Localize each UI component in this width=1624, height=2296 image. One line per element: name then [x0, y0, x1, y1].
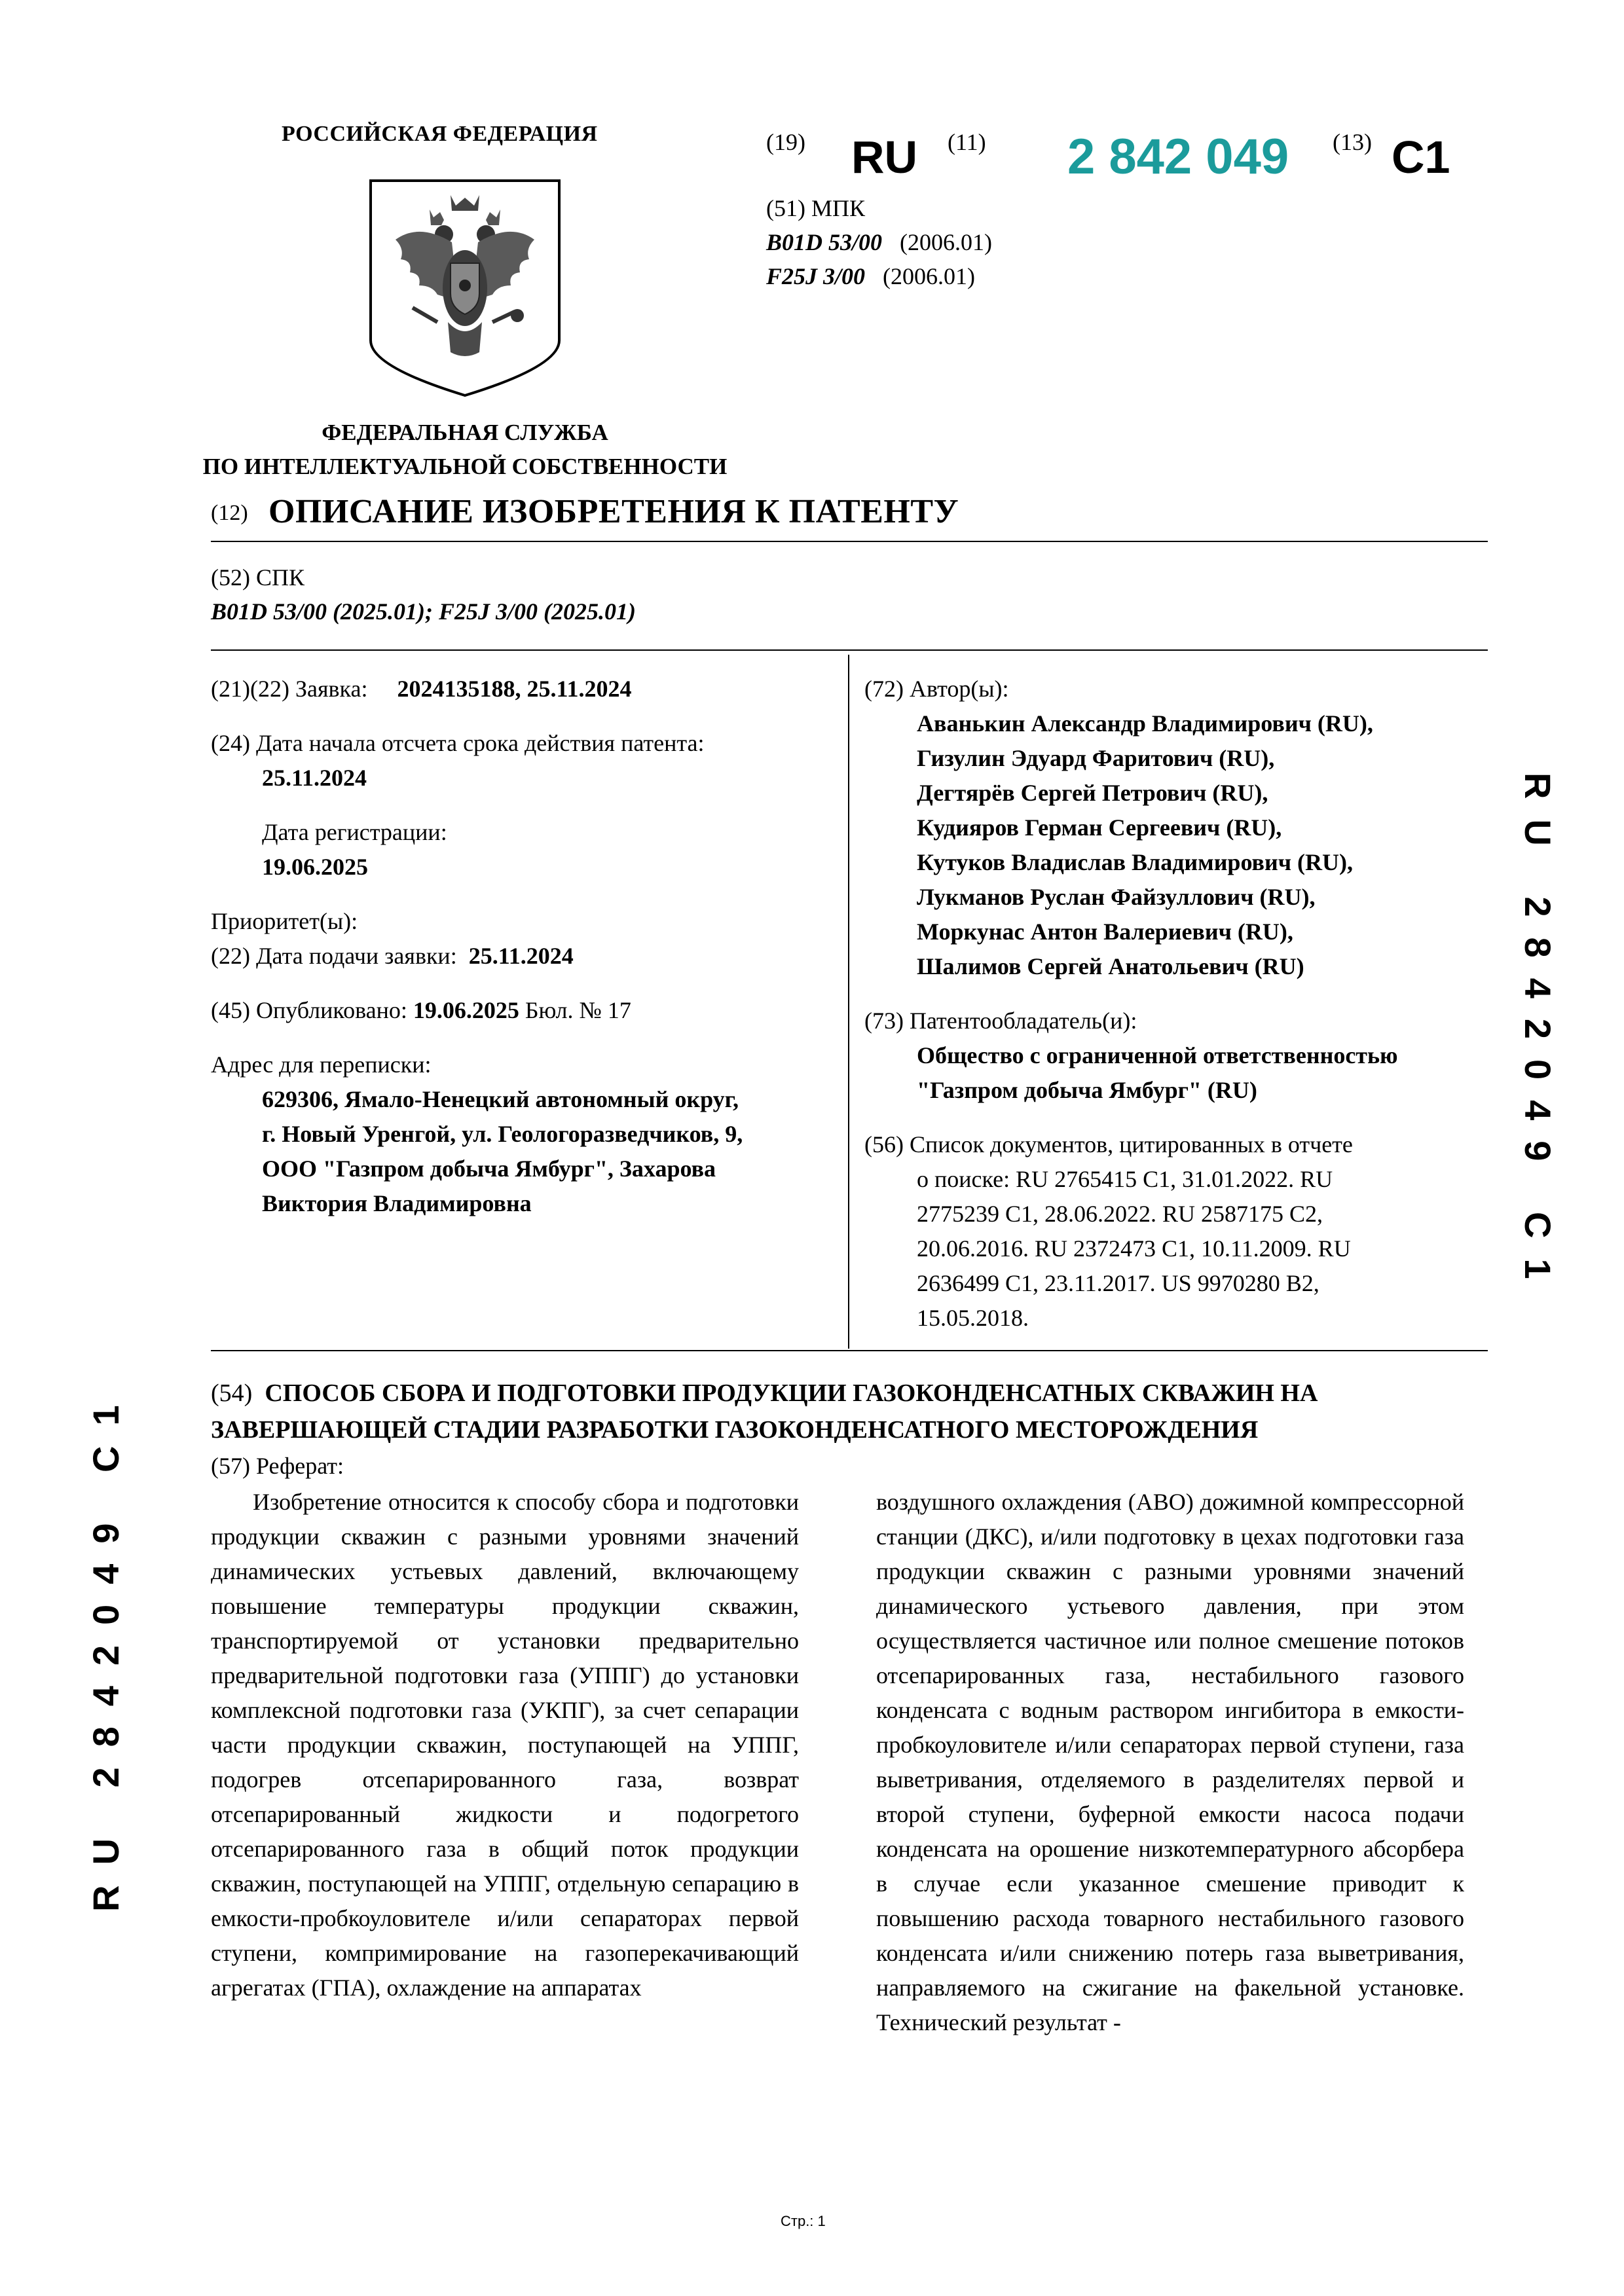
author-name: Дегтярёв Сергей Петрович (RU), [917, 780, 1268, 806]
published-row [211, 993, 840, 1028]
divider [211, 541, 1488, 542]
mpk-block [766, 191, 992, 293]
registration-value: 19.06.2025 [262, 854, 368, 880]
abstract-column-2 [876, 1485, 1464, 2040]
filing-value: 25.11.2024 [468, 943, 574, 969]
registration-label: Дата регистрации: [262, 819, 447, 845]
mpk-label: (51) МПК [766, 195, 865, 221]
author-name: Кудияров Герман Сергеевич (RU), [917, 814, 1282, 841]
mpk-year: (2006.01) [900, 229, 992, 255]
cited-docs-line: 15.05.2018. [917, 1305, 1029, 1331]
agency-line-1: ФЕДЕРАЛЬНАЯ СЛУЖБА [322, 420, 608, 445]
agency-line-2: ПО ИНТЕЛЛЕКТУАЛЬНОЙ СОБСТВЕННОСТИ [202, 454, 728, 479]
author-name: Лукманов Руслан Файзуллович (RU), [917, 884, 1316, 910]
document-title: ОПИСАНИЕ ИЗОБРЕТЕНИЯ К ПАТЕНТУ [268, 493, 959, 530]
published-value: 19.06.2025 [413, 997, 519, 1023]
term-value: 25.11.2024 [262, 765, 367, 791]
divider [211, 649, 1488, 651]
address-line: Виктория Владимировна [262, 1190, 532, 1216]
authors-label: (72) Автор(ы): [864, 676, 1009, 702]
spk-block [211, 560, 636, 629]
bulletin-number: Бюл. № 17 [525, 997, 631, 1023]
invention-title-block [211, 1375, 1488, 1448]
coat-of-arms-emblem [367, 177, 563, 399]
application-label: (21)(22) Заявка: [211, 676, 368, 702]
address-label: Адрес для переписки: [211, 1051, 432, 1078]
author-name: Кутуков Владислав Владимирович (RU), [917, 849, 1354, 875]
author-name: Моркунас Антон Валериевич (RU), [917, 919, 1293, 945]
abstract-text: Изобретение относится к способу сбора и подготовки продукции скважин с разными уровнями значений динамических устьевых давлений, включающему повышение температуры продукции скважин, транспортируемой от установки предварительно предварительной подготовки газа (УППГ) до установки комплексной подготовки газа (УКПГ), за счет сепарации части продукции скважин, поступающей на УППГ, подогрев отсепарированного газа, возврат отсепарированный жидкости и подогретого отсепарированного газа в общий поток продукции скважин, поступающей на УППГ, отдельную сепарацию в емкости-пробкоуловителе и/или сепараторах первой ступени, компримирование на газоперекачивающий агрегатах (ГПА), охлаждение на аппаратах [211, 1489, 799, 2001]
cited-docs-line: 2636499 C1, 23.11.2017. US 9970280 B2, [917, 1270, 1320, 1296]
filing-row [211, 939, 840, 974]
published-label: (45) Опубликовано: [211, 997, 407, 1023]
address-line: г. Новый Уренгой, ул. Геологоразведчиков, 9, [262, 1121, 743, 1147]
code-11: (11) [948, 129, 986, 155]
code-54: (54) [211, 1379, 253, 1407]
patent-number: 2 842 049 [1067, 129, 1289, 185]
mpk-item [766, 225, 992, 259]
invention-title: СПОСОБ СБОРА И ПОДГОТОВКИ ПРОДУКЦИИ ГАЗОКОНДЕНСАТНЫХ СКВАЖИН НА ЗАВЕРШАЮЩЕЙ СТАДИИ РАЗРАБОТКИ ГАЗОКОНДЕНСАТНОГО МЕСТОРОЖДЕНИЯ [211, 1379, 1318, 1444]
priority-label: Приоритет(ы): [211, 908, 358, 934]
code-12: (12) [211, 501, 248, 525]
margin-patent-id-right: RU 2842049 C1 [1517, 773, 1559, 1300]
mpk-year: (2006.01) [883, 263, 975, 289]
code-13: (13) [1333, 129, 1372, 155]
country-name: РОССИЙСКАЯ ФЕДЕРАЦИЯ [282, 122, 598, 146]
cited-docs-line: 20.06.2016. RU 2372473 C1, 10.11.2009. RU [917, 1235, 1351, 1262]
owner-line: Общество с ограниченной ответственностью [917, 1042, 1398, 1068]
address-line: 629306, Ямало-Ненецкий автономный округ, [262, 1086, 739, 1112]
filing-label: (22) Дата подачи заявки: [211, 943, 457, 969]
mpk-code: B01D 53/00 [766, 229, 883, 255]
application-value: 2024135188, 25.11.2024 [397, 676, 632, 702]
owner-line: "Газпром добыча Ямбург" (RU) [917, 1077, 1257, 1103]
page-number: Стр.: 1 [781, 2213, 826, 2229]
abstract-text: воздушного охлаждения (АВО) дожимной компрессорной станции (ДКС), и/или подготовку в цехах подготовки газа продукции скважин с разными уровнями значений динамического устьевого давления, при этом осуществляется частичное или полное смешение потоков отсепарированных газа, нестабильного газового конденсата с водным раствором ингибитора в емкости-пробкоуловителе и/или сепараторах первой ступени, газа выветривания, отделяемого в разделителях первой и второй ступени, буферной емкости насоса подачи конденсата на орошение низкотемпературного абсорбера в случае если указанное смешение приводит к повышению расхода товарного нестабильного газового конденсата и/или снижению потерь газа выветривания, направляемого на сжигание на факельной установке. Технический результат - [876, 1489, 1464, 2035]
column-divider [848, 655, 849, 1349]
agency-name [170, 416, 760, 484]
owner-label: (73) Патентообладатель(и): [864, 1008, 1137, 1034]
abstract-label: (57) Реферат: [211, 1453, 344, 1479]
margin-patent-id-left: RU 2842049 C1 [85, 1385, 126, 1912]
mpk-code: F25J 3/00 [766, 263, 866, 289]
application-row [211, 672, 840, 706]
author-name: Шалимов Сергей Анатольевич (RU) [917, 953, 1304, 979]
cited-docs-line: 2775239 C1, 28.06.2022. RU 2587175 C2, [917, 1201, 1323, 1227]
bibliographic-left-column [211, 672, 840, 1221]
spk-value: B01D 53/00 (2025.01); F25J 3/00 (2025.01) [211, 598, 636, 625]
author-name: Аванькин Александр Владимирович (RU), [917, 710, 1373, 737]
spk-label: (52) СПК [211, 564, 304, 591]
bibliographic-right-column [864, 672, 1493, 1336]
abstract-column-1 [211, 1485, 799, 2005]
cited-docs-line: о поиске: RU 2765415 C1, 31.01.2022. RU [917, 1166, 1333, 1192]
author-name: Гизулин Эдуард Фаритович (RU), [917, 745, 1275, 771]
term-label: (24) Дата начала отсчета срока действия патента: [211, 730, 705, 756]
address-line: ООО "Газпром добыча Ямбург", Захарова [262, 1156, 716, 1182]
country-code: RU [851, 132, 918, 183]
divider [211, 1350, 1488, 1351]
mpk-item [766, 259, 992, 293]
cited-docs-label: (56) Список документов, цитированных в отчете [864, 1131, 1353, 1157]
code-19: (19) [766, 129, 805, 155]
kind-code: C1 [1392, 132, 1450, 183]
